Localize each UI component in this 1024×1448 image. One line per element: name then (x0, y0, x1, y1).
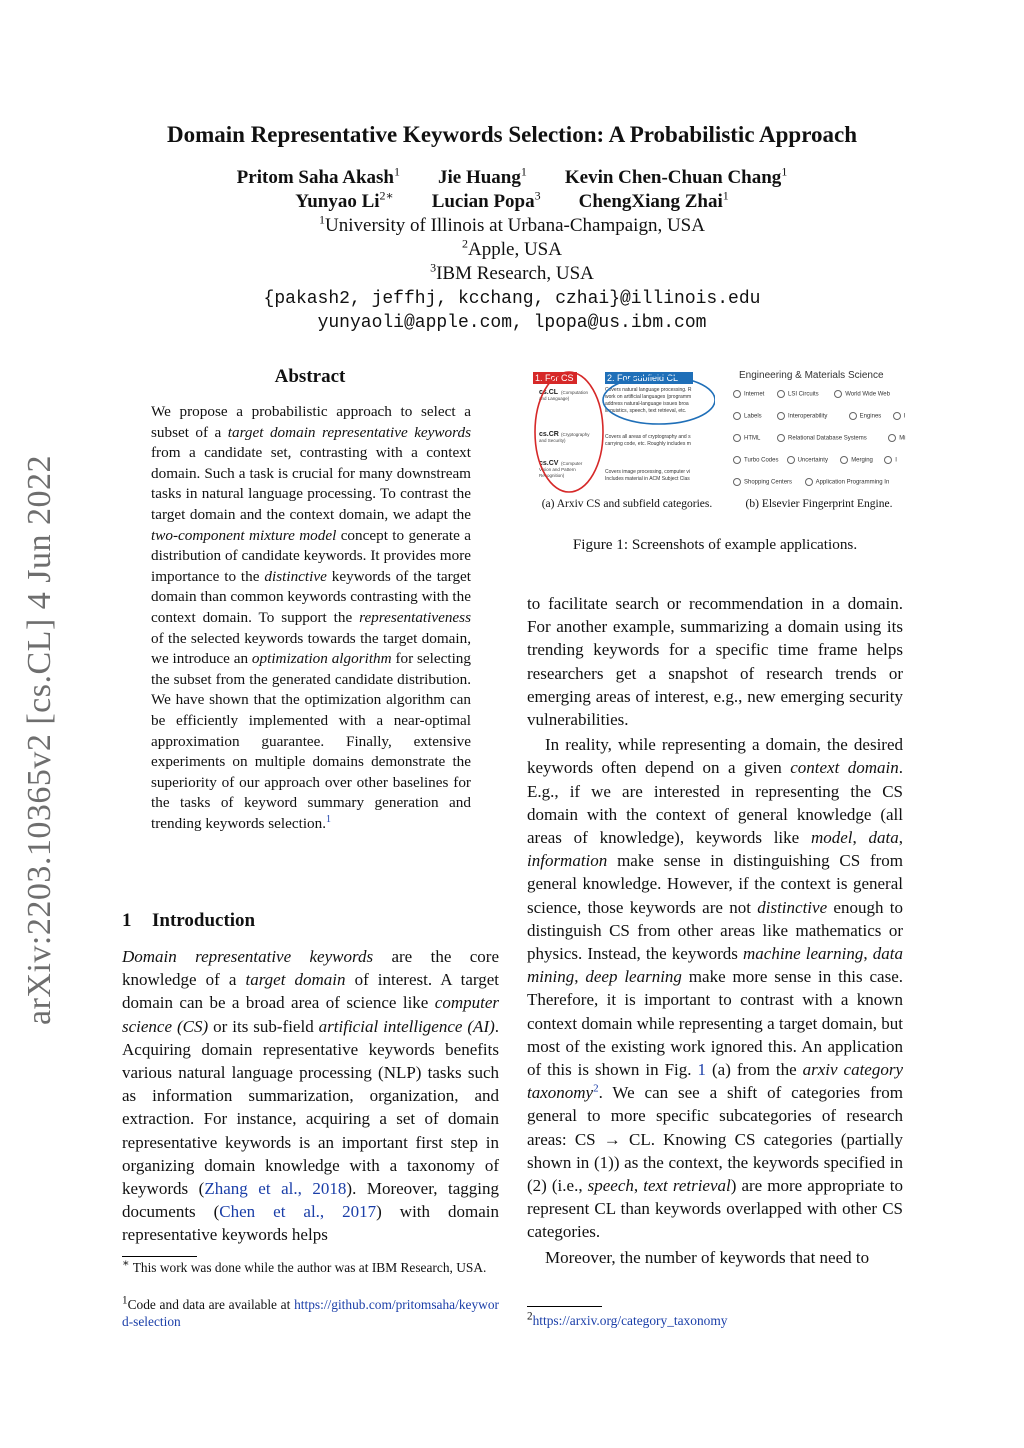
fingerprint-title: Engineering & Materials Science (739, 370, 884, 381)
chip-ring-icon (888, 434, 896, 442)
arxiv-taxonomy-link[interactable]: https://arxiv.org/category_taxonomy (532, 1313, 728, 1328)
footnote-star: ∗ This work was done while the author was at IBM Research, USA. (122, 1257, 487, 1275)
abstract-heading: Abstract (274, 366, 346, 387)
footnote-2: $^2$https://arxiv.org/category_taxonomy (527, 1310, 728, 1328)
author-name: Lucian Popa (431, 191, 535, 212)
figure-1b-caption: (b) Elsevier Fingerprint Engine. (745, 498, 893, 510)
fingerprint-chip: Application Programming In (805, 478, 890, 486)
figure-1-caption: Figure 1: Screenshots of example applications. (572, 536, 858, 553)
svg-text:Vision and Pattern: Vision and Pattern (539, 467, 576, 472)
fingerprint-chip: HTML (733, 434, 760, 442)
fingerprint-chip: Shopping Centers (733, 478, 792, 486)
chip-ring-icon (849, 412, 857, 420)
intro-paragraph-3: Moreover, the number of keywords that need to (545, 1247, 870, 1267)
fingerprint-chip: Mi (888, 434, 905, 442)
arxiv-id: arXiv:2203.10365v2 [cs.CL] 4 Jun 2022 (21, 454, 58, 1026)
chip-ring-icon (834, 390, 842, 398)
cat-code: cs.CV (539, 460, 559, 467)
chip-ring-icon (733, 478, 741, 486)
author-aff: 1 (520, 164, 527, 179)
chip-ring-icon (777, 390, 785, 398)
figure-1a-graphic (533, 370, 715, 494)
svg-text:address natural-language issue: address natural-language issues broa (605, 401, 689, 407)
chip-ring-icon (893, 412, 901, 420)
fingerprint-chip: Merging (840, 456, 873, 464)
intro-left-column (122, 945, 499, 1247)
intro-paragraph-2: In reality, while representing a domain, the desired keywords often depend on a given context domain. E.g., if we are interested in representing the CS domain with the context of general knowledge (all areas of knowledge), keywords like model, data, information make sense in distinguishing CS from general knowledge. However, if the context is general science, those keywords are not distinctive enough to distinguish CS from other areas like mathematics or physics. Instead, the keywords machine learning, data mining, deep learning make more sense in this case. Therefore, it is important to contrast with a known context domain while representing a target domain, but most of the existing work ignored this. An application of this is shown in Fig. 1 (a) from the arxiv category taxonomy$^2$. We can see a shift of categories from general to more specific subcategories of research areas: CS → CL. Knowing CS categories (partially shown in (1)) as the context, the keywords specified in (2) (i.e., speech, text retrieval) are more appropriate to represent CL than keywords overlapped with other CS categories. (527, 735, 904, 1242)
cat-code: cs.CR (539, 431, 559, 438)
github-link[interactable]: https://github.com/pritomsaha/keyword-selection (122, 1297, 499, 1329)
chip-ring-icon (733, 412, 741, 420)
svg-text:(Cryptography: (Cryptography (561, 432, 590, 437)
figure-1a-caption: (a) Arxiv CS and subfield categories. (541, 498, 713, 510)
fingerprint-chip: I (884, 456, 897, 464)
svg-text:Covers natural language proces: Covers natural language processing. R (605, 387, 692, 393)
author-line-2 (0, 188, 1024, 213)
author-aff: 1 (722, 188, 729, 203)
chip-ring-icon (805, 478, 813, 486)
svg-text:Covers image processing, compu: Covers image processing, computer vi (605, 469, 691, 475)
author-name: Yunyao Li (295, 191, 380, 212)
email-line-1[interactable]: {pakash2, jeffhj, kcchang, czhai}@illinois.edu (263, 289, 761, 309)
figure-1a (533, 370, 715, 494)
affiliation-1: $^1$University of Illinois at Urbana-Champaign, USA (319, 212, 705, 236)
chip-ring-icon (733, 434, 741, 442)
label-for-cl: 2. For subfield CL (607, 373, 679, 383)
author-aff: 2∗ (379, 188, 394, 203)
author-aff: 3 (534, 188, 541, 203)
footnote-ref-2[interactable]: 2 (593, 1082, 599, 1095)
svg-text:(Computation: (Computation (561, 390, 589, 395)
affiliation-2: $^2$Apple, USA (462, 236, 562, 260)
paper-title: Domain Representative Keywords Selection: A Probabilistic Approach (167, 122, 857, 147)
figure-1b (727, 366, 907, 492)
svg-text:Recognition): Recognition) (539, 473, 565, 478)
chip-ring-icon (733, 456, 741, 464)
author-name: Pritom Saha Akash (236, 167, 394, 188)
citation-chen-2017[interactable]: Chen et al., 2017 (219, 1202, 377, 1222)
svg-text:linguistics, speech, text retr: linguistics, speech, text retrieval, etc. (605, 408, 687, 414)
svg-text:and Language): and Language) (539, 396, 570, 401)
svg-text:carrying code, etc. Roughly in: carrying code, etc. Roughly includes m (605, 441, 691, 447)
abstract-body: We propose a probabilistic approach to select a subset of a target domain representative keywords from a candidate set, contrasting with a context domain. Such a task is crucial for many downstream tasks in natural language processing. To contrast the target domain and the context domain, we adapt the two-component mixture model concept to generate a distribution of candidate keywords. It provides more importance to the distinctive keywords of the target domain than common keywords contrasting with the context domain. To support the representativeness of the selected keywords towards the target domain, we introduce an optimization algorithm for selecting the subset from the generated candidate distribution. We have shown that the optimization algorithm can be efficiently implemented with a near-optimal approximation guarantee. Finally, extensive experiments on multiple domains demonstrate the superiority of our approach over other baselines for the tasks of keyword summary generation and trending keywords selection.$^1$ (151, 403, 471, 832)
footnote-rule-right (527, 1306, 602, 1307)
chip-ring-icon (840, 456, 848, 464)
affiliation-3: $^3$IBM Research, USA (430, 260, 594, 284)
fingerprint-chip: World Wide Web (834, 390, 890, 398)
chip-ring-icon (777, 434, 785, 442)
citation-zhang-2018[interactable]: Zhang et al., 2018 (204, 1179, 347, 1199)
intro-paragraph-cont: to facilitate search or recommendation in a domain. For another example, summarizing a domain using its trending keywords for a specific time frame helps researchers get a snapshot of research trends or emerging areas of interest, e.g., new emerging security vulnerabilities. (527, 594, 903, 730)
cat-code: cs.CL (539, 389, 559, 396)
section-heading-introduction: 1 Introduction (122, 910, 256, 931)
figure-ref-1[interactable]: 1 (697, 1060, 706, 1080)
author-aff: 1 (393, 164, 400, 179)
chip-ring-icon (733, 390, 741, 398)
label-for-cs: 1. For CS (535, 373, 574, 383)
fingerprint-chip: Engines (849, 412, 882, 420)
author-name: ChengXiang Zhai (578, 191, 723, 212)
svg-text:work on artificial languages (: work on artificial languages (programm (605, 394, 692, 400)
chip-ring-icon (777, 412, 785, 420)
fingerprint-chip: Relational Database Systems (777, 434, 867, 442)
author-aff: 1 (781, 164, 788, 179)
fingerprint-chip: Uncertainty (787, 456, 828, 464)
svg-text:Covers all areas of cryptograp: Covers all areas of cryptography and s (605, 434, 691, 440)
fingerprint-chip: Labels (733, 412, 762, 420)
svg-text:Includes material in ACM Subje: Includes material in ACM Subject Clas (605, 476, 690, 482)
fingerprint-chip: Interoperability (777, 412, 827, 420)
fingerprint-chip: Turbo Codes (733, 456, 778, 464)
email-line-2[interactable]: yunyaoli@apple.com, lpopa@us.ibm.com (317, 313, 707, 333)
arxiv-stamp (20, 430, 60, 1050)
fingerprint-chip: I (893, 412, 906, 420)
author-name: Kevin Chen-Chuan Chang (564, 167, 782, 188)
intro-right-column (527, 592, 903, 1269)
intro-paragraph-1: Domain representative keywords are the core knowledge of a target domain of interest. A target domain can be a broad area of science like computer science (CS) or its sub-field artificial intelligence (AI). Acquiring domain representative keywords benefits various natural language processing (NLP) tasks such as information summarization, organization, and extraction. For instance, acquiring a set of domain representative keywords is an important first step in organizing domain knowledge with a taxonomy of keywords (Zhang et al., 2018). Moreover, tagging documents (Chen et al., 2017) with domain representative keywords helps (122, 947, 500, 1245)
svg-text:(Computer: (Computer (561, 461, 583, 466)
footnote-1: $^1$Code and data are available at https://github.com/pritomsaha/keyword-selection (122, 1294, 499, 1329)
fingerprint-chip: Internet (733, 390, 764, 398)
author-line-1 (0, 164, 1024, 189)
svg-text:and Security): and Security) (539, 438, 566, 443)
author-name: Jie Huang (437, 167, 521, 188)
chip-ring-icon (884, 456, 892, 464)
footnote-rule (122, 1256, 197, 1257)
fingerprint-chip: LSI Circuits (777, 390, 819, 398)
chip-ring-icon (787, 456, 795, 464)
footnote-ref-1[interactable]: 1 (326, 813, 332, 825)
